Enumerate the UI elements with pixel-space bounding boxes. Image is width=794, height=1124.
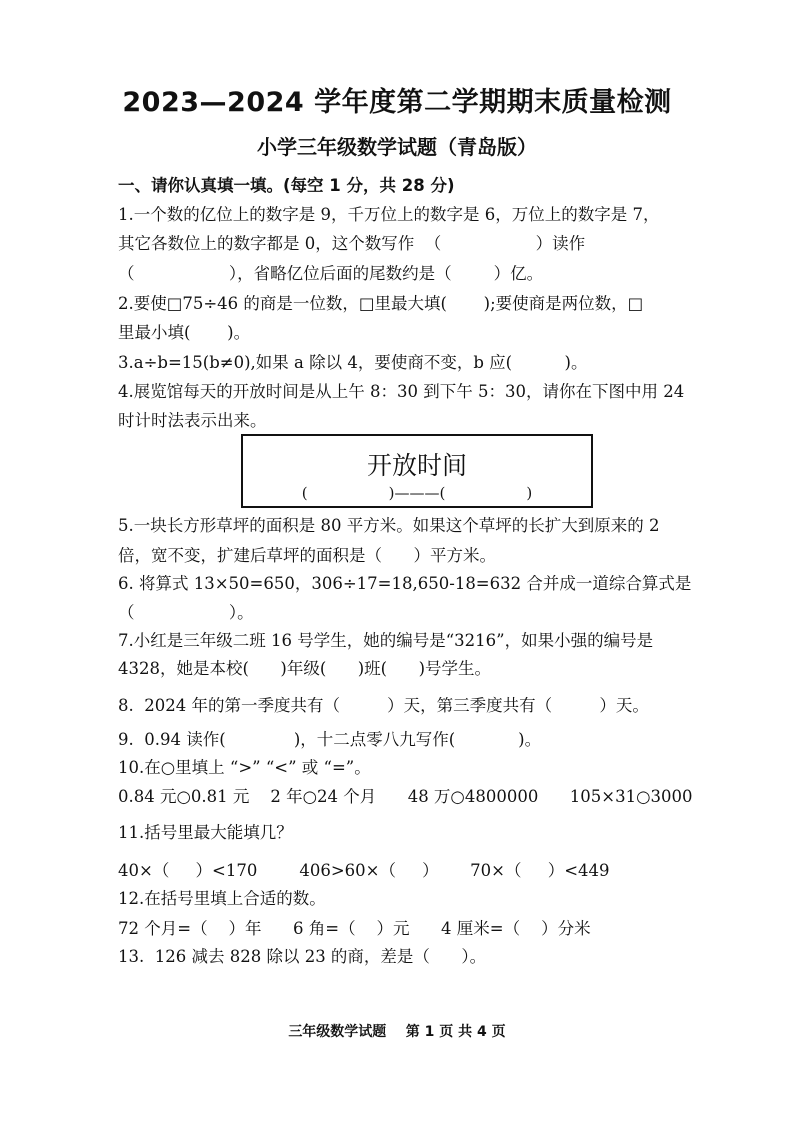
question-11-line-1: 11.括号里最大能填几？ [118, 823, 293, 842]
question-1-line-2: 其它各数位上的数字都是 0，这个数写作 （ ）读作 [118, 234, 586, 253]
question-7-line-2: 4328，她是本校( )年级( )班( )号学生。 [118, 659, 492, 678]
question-7-line-1: 7.小红是三年级二班 16 号学生，她的编号是“3216”，如果小强的编号是 [118, 631, 654, 650]
question-1-line-3: （ ），省略亿位后面的尾数约是（ ）亿。 [118, 264, 544, 283]
page-footer: 三年级数学试题 第 1 页 共 4 页 [288, 1024, 506, 1040]
question-4-line-1: 4.展览馆每天的开放时间是从上午 8：30 到下午 5：30，请你在下图中用 24 [118, 382, 685, 401]
question-10-line-1: 10.在○里填上 “>” “<” 或 “=”。 [118, 758, 371, 777]
question-10-line-2: 0.84 元○0.81 元 2 年○24 个月 48 万○4800000 105×31○3000 [118, 787, 693, 806]
question-3: 3.a÷b=15(b≠0),如果 a 除以 4，要使商不变，b 应( )。 [118, 353, 588, 372]
question-12-line-2: 72 个月=（ ）年 6 角=（ ）元 4 厘米=（ ）分米 [118, 919, 591, 938]
question-1-line-1: 1.一个数的亿位上的数字是 9，千万位上的数字是 6，万位上的数字是 7， [118, 205, 660, 224]
question-11-line-2: 40×（ ）<170 406>60×（ ） 70×（ ）<449 [118, 861, 610, 880]
question-6-line-2: （ ）。 [118, 603, 254, 622]
page-title: 2023—2024 学年度第二学期期末质量检测 [122, 87, 672, 118]
section-heading: 一、请你认真填一填。(每空 1 分，共 28 分) [118, 176, 455, 195]
question-2-line-1: 2.要使□75÷46 的商是一位数，□里最大填( );要使商是两位数，□ [118, 294, 644, 313]
question-6-line-1: 6. 将算式 13×50=650，306÷17=18,650-18=632 合并成一道综合算式是 [118, 574, 692, 593]
question-5-line-1: 5.一块长方形草坪的面积是 80 平方米。如果这个草坪的长扩大到原来的 2 [118, 516, 660, 535]
question-8: 8. 2024 年的第一季度共有（ ）天，第三季度共有（ ）天。 [118, 696, 649, 715]
question-5-line-2: 倍，宽不变，扩建后草坪的面积是（ ）平方米。 [118, 546, 496, 565]
opening-hours-title: 开放时间 [366, 451, 467, 480]
question-9: 9. 0.94 读作( )，十二点零八九写作( )。 [118, 730, 542, 749]
page-subtitle: 小学三年级数学试题（青岛版） [257, 135, 537, 159]
question-13: 13. 126 减去 828 除以 23 的商，差是（ ）。 [118, 947, 487, 966]
question-2-line-2: 里最小填( )。 [118, 323, 251, 342]
question-12-line-1: 12.在括号里填上合适的数。 [118, 889, 326, 908]
question-4-line-2: 时计时法表示出来。 [118, 411, 267, 430]
opening-hours-box [241, 434, 593, 508]
opening-hours-blanks: ( )———( ) [301, 484, 533, 502]
